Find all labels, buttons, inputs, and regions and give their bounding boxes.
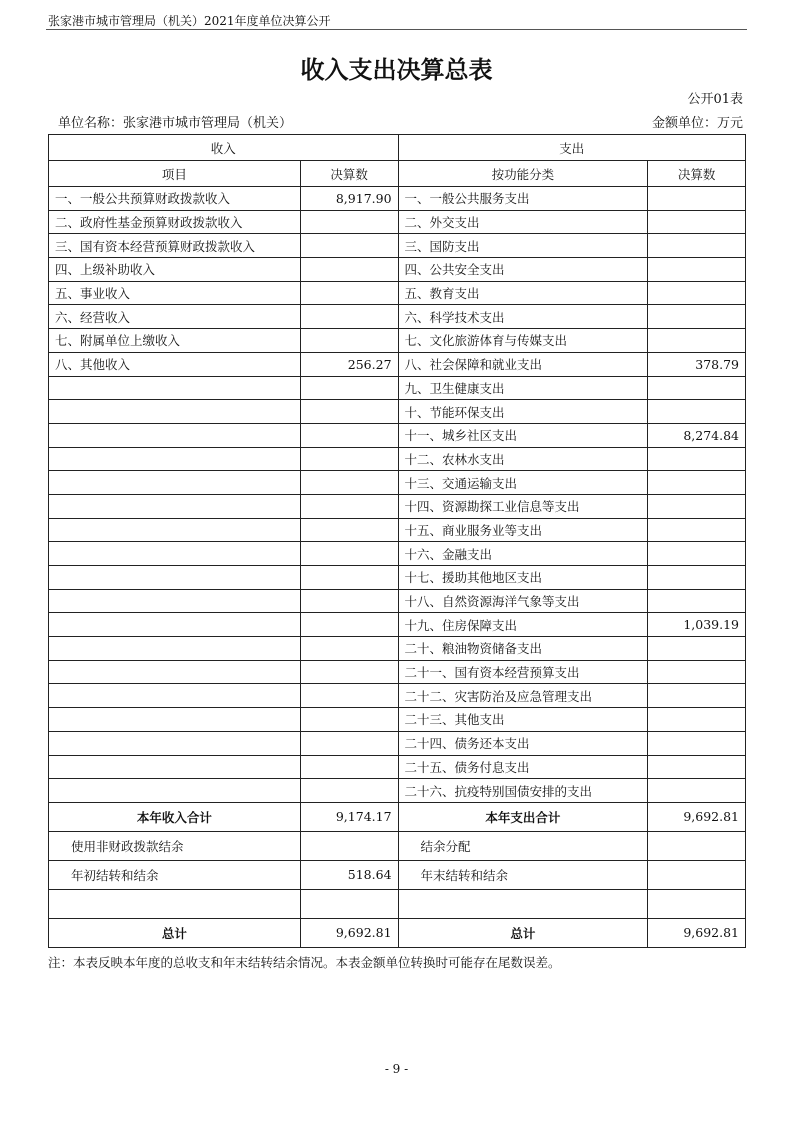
expense-item: 二十、粮油物资储备支出 [398, 637, 648, 661]
item-header: 项目 [49, 161, 301, 187]
expense-item: 十八、自然资源海洋气象等支出 [398, 589, 648, 613]
income-item [49, 731, 301, 755]
expense-item: 二十二、灾害防治及应急管理支出 [398, 684, 648, 708]
running-header: 张家港市城市管理局（机关）2021年度单位决算公开 [48, 14, 331, 28]
expense-item: 十九、住房保障支出 [398, 613, 648, 637]
income-item [49, 613, 301, 637]
expense-item: 结余分配 [398, 831, 648, 860]
expense-item: 十五、商业服务业等支出 [398, 518, 648, 542]
table-row [49, 234, 746, 258]
page-number: - 9 - [384, 1062, 409, 1076]
income-amount [300, 210, 398, 234]
income-amount: 256.27 [300, 352, 398, 376]
income-amount [300, 329, 398, 353]
expense-item: 四、公共安全支出 [398, 258, 648, 282]
income-item: 三、国有资本经营预算财政拨款收入 [49, 234, 301, 258]
expense-amount: 9,692.81 [648, 918, 746, 947]
table-row [49, 779, 746, 803]
function-header: 按功能分类 [398, 161, 648, 187]
expense-item: 九、卫生健康支出 [398, 376, 648, 400]
subheader-row [49, 161, 746, 187]
expense-item: 三、国防支出 [398, 234, 648, 258]
income-amount [300, 234, 398, 258]
table-row [49, 423, 746, 447]
table-row [49, 613, 746, 637]
income-item: 八、其他收入 [49, 352, 301, 376]
expense-amount [648, 589, 746, 613]
income-item: 年初结转和结余 [49, 860, 301, 889]
page-title: 收入支出决算总表 [300, 56, 493, 84]
income-item: 六、经营收入 [49, 305, 301, 329]
expense-item: 二十五、债务付息支出 [398, 755, 648, 779]
expense-item: 十七、援助其他地区支出 [398, 566, 648, 590]
income-amount: 9,174.17 [300, 802, 398, 831]
income-amount [300, 889, 398, 918]
table-row [49, 589, 746, 613]
expense-amount: 8,274.84 [648, 423, 746, 447]
expense-amount [648, 187, 746, 211]
expense-amount [648, 305, 746, 329]
income-item [49, 376, 301, 400]
expense-item: 十四、资源勘探工业信息等支出 [398, 494, 648, 518]
table-row [49, 708, 746, 732]
table-row [49, 400, 746, 424]
income-item: 使用非财政拨款结余 [49, 831, 301, 860]
income-amount [300, 660, 398, 684]
income-amount [300, 831, 398, 860]
income-item [49, 779, 301, 803]
amount-header-2: 决算数 [648, 161, 746, 187]
income-amount [300, 731, 398, 755]
table-row [49, 258, 746, 282]
income-item [49, 566, 301, 590]
expense-amount [648, 210, 746, 234]
expense-item: 十三、交通运输支出 [398, 471, 648, 495]
income-amount [300, 494, 398, 518]
income-item [49, 708, 301, 732]
expense-amount [648, 566, 746, 590]
expense-amount [648, 400, 746, 424]
expense-amount [648, 518, 746, 542]
income-amount: 9,692.81 [300, 918, 398, 947]
expense-amount: 378.79 [648, 352, 746, 376]
table-row [49, 566, 746, 590]
expense-amount [648, 831, 746, 860]
unit-name: 单位名称：张家港市城市管理局（机关） [58, 116, 293, 131]
income-item: 五、事业收入 [49, 281, 301, 305]
expense-item: 七、文化旅游体育与传媒支出 [398, 329, 648, 353]
income-item [49, 494, 301, 518]
income-amount: 8,917.90 [300, 187, 398, 211]
table-row [49, 755, 746, 779]
income-amount [300, 447, 398, 471]
income-item: 四、上级补助收入 [49, 258, 301, 282]
expense-amount [648, 494, 746, 518]
expense-item: 年末结转和结余 [398, 860, 648, 889]
expense-amount [648, 660, 746, 684]
income-item [49, 755, 301, 779]
expense-item: 五、教育支出 [398, 281, 648, 305]
income-amount [300, 281, 398, 305]
expense-amount: 9,692.81 [648, 802, 746, 831]
expense-item: 本年支出合计 [398, 802, 648, 831]
summary-row [49, 802, 746, 831]
income-item [49, 889, 301, 918]
expense-header: 支出 [398, 135, 745, 161]
summary-row [49, 831, 746, 860]
income-amount [300, 708, 398, 732]
table-row [49, 210, 746, 234]
table-row [49, 447, 746, 471]
expense-amount [648, 447, 746, 471]
income-expense-table [48, 134, 746, 948]
income-item: 总计 [49, 918, 301, 947]
expense-item: 六、科学技术支出 [398, 305, 648, 329]
expense-amount [648, 779, 746, 803]
income-amount [300, 471, 398, 495]
expense-item: 十、节能环保支出 [398, 400, 648, 424]
amount-header: 决算数 [300, 161, 398, 187]
income-item [49, 400, 301, 424]
expense-amount [648, 755, 746, 779]
expense-amount [648, 234, 746, 258]
table-row [49, 660, 746, 684]
expense-amount [648, 258, 746, 282]
income-amount [300, 684, 398, 708]
summary-row [49, 918, 746, 947]
income-amount [300, 589, 398, 613]
table-row [49, 376, 746, 400]
footnote: 注：本表反映本年度的总收支和年末结转结余情况。本表金额单位转换时可能存在尾数误差。 [48, 955, 561, 970]
income-amount [300, 518, 398, 542]
income-item [49, 589, 301, 613]
table-row [49, 471, 746, 495]
table-row [49, 187, 746, 211]
income-item: 七、附属单位上缴收入 [49, 329, 301, 353]
expense-amount [648, 329, 746, 353]
expense-amount [648, 376, 746, 400]
income-item: 本年收入合计 [49, 802, 301, 831]
income-item [49, 637, 301, 661]
expense-item: 二十六、抗疫特别国债安排的支出 [398, 779, 648, 803]
table-row [49, 637, 746, 661]
table-row [49, 542, 746, 566]
expense-item: 一、一般公共服务支出 [398, 187, 648, 211]
table-row [49, 352, 746, 376]
income-amount [300, 423, 398, 447]
expense-amount [648, 708, 746, 732]
income-item [49, 542, 301, 566]
table-row [49, 684, 746, 708]
income-item [49, 423, 301, 447]
table-row [49, 518, 746, 542]
money-unit: 金额单位：万元 [651, 116, 743, 131]
income-amount [300, 566, 398, 590]
income-item [49, 447, 301, 471]
expense-amount [648, 889, 746, 918]
header-divider [46, 29, 747, 30]
expense-amount [648, 684, 746, 708]
expense-amount [648, 542, 746, 566]
income-amount [300, 305, 398, 329]
expense-item: 总计 [398, 918, 648, 947]
expense-amount [648, 281, 746, 305]
income-item: 一、一般公共预算财政拨款收入 [49, 187, 301, 211]
expense-item: 十二、农林水支出 [398, 447, 648, 471]
table-row [49, 329, 746, 353]
income-amount [300, 637, 398, 661]
expense-item: 二十四、债务还本支出 [398, 731, 648, 755]
income-item: 二、政府性基金预算财政拨款收入 [49, 210, 301, 234]
expense-amount [648, 731, 746, 755]
income-amount: 518.64 [300, 860, 398, 889]
income-item [49, 684, 301, 708]
expense-amount [648, 471, 746, 495]
expense-item: 十六、金融支出 [398, 542, 648, 566]
table-row [49, 281, 746, 305]
income-amount [300, 376, 398, 400]
expense-item: 二十一、国有资本经营预算支出 [398, 660, 648, 684]
expense-item: 二十三、其他支出 [398, 708, 648, 732]
expense-item: 八、社会保障和就业支出 [398, 352, 648, 376]
income-amount [300, 613, 398, 637]
table-row [49, 731, 746, 755]
expense-amount: 1,039.19 [648, 613, 746, 637]
income-header: 收入 [49, 135, 399, 161]
income-amount [300, 779, 398, 803]
expense-amount [648, 860, 746, 889]
income-amount [300, 258, 398, 282]
expense-amount [648, 637, 746, 661]
table-row [49, 494, 746, 518]
table-code: 公开01表 [687, 92, 743, 107]
summary-row [49, 860, 746, 889]
expense-item: 十一、城乡社区支出 [398, 423, 648, 447]
header-row [49, 135, 746, 161]
income-amount [300, 400, 398, 424]
income-amount [300, 542, 398, 566]
income-item [49, 471, 301, 495]
summary-row [49, 889, 746, 918]
table-row [49, 305, 746, 329]
expense-item [398, 889, 648, 918]
income-amount [300, 755, 398, 779]
income-item [49, 518, 301, 542]
expense-item: 二、外交支出 [398, 210, 648, 234]
income-item [49, 660, 301, 684]
